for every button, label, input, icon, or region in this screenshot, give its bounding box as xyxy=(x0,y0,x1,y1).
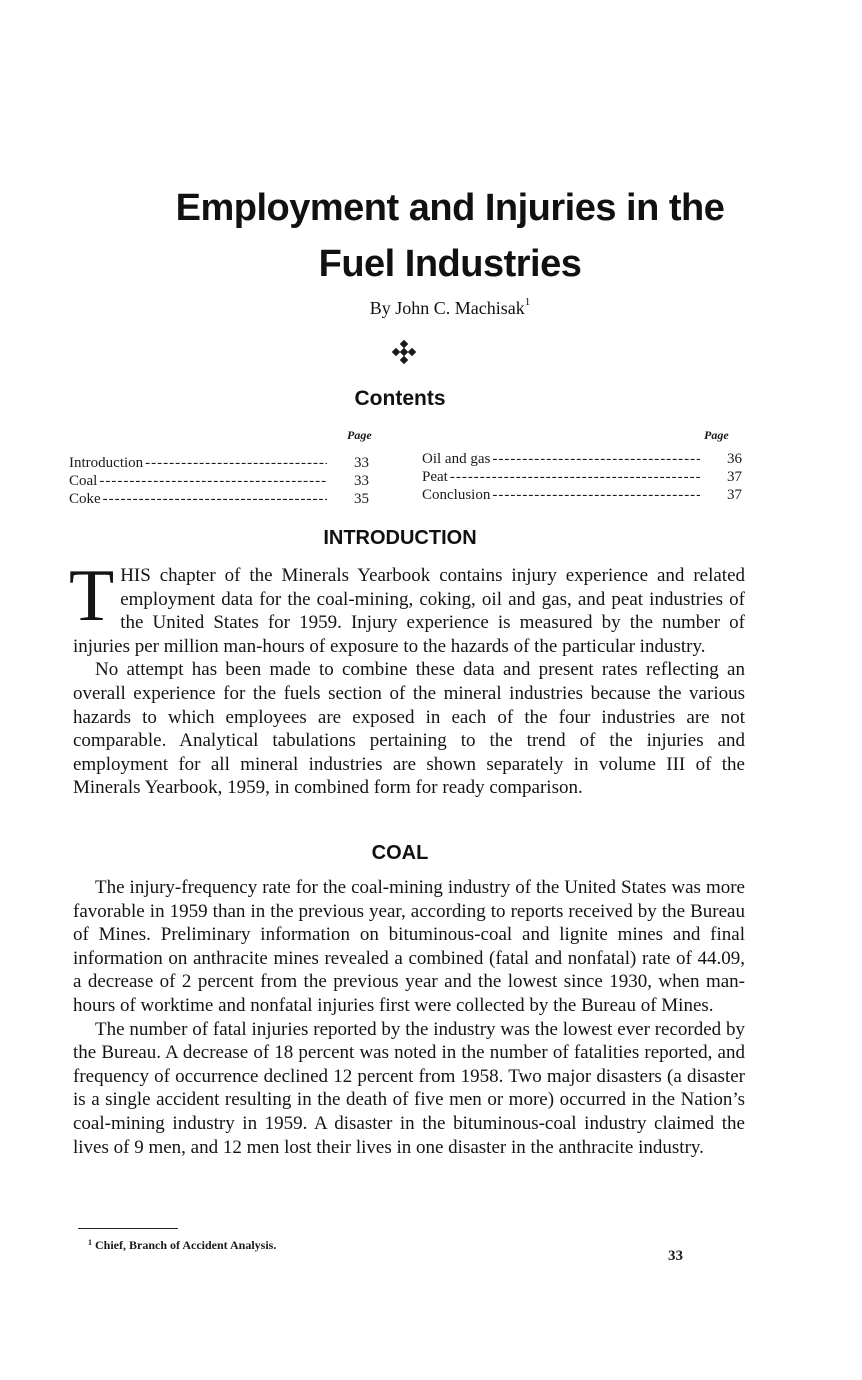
toc-entry-conclusion[interactable]: Conclusion ----- 37 xyxy=(422,486,742,504)
footnote-mark: 1 xyxy=(88,1238,92,1247)
page-title xyxy=(100,180,800,292)
author-footnote-mark: 1 xyxy=(524,296,531,308)
toc-page-label: Page xyxy=(704,428,729,442)
footnote-rule xyxy=(78,1228,178,1229)
title-line-1: Employment and Injuries in the xyxy=(175,187,725,229)
toc-entry-introduction[interactable]: Introduction ----- 33 xyxy=(69,454,369,472)
introduction-body xyxy=(69,555,745,800)
ornament-icon xyxy=(392,340,416,364)
title-line-2: Fuel Industries xyxy=(318,243,582,285)
page-number: 33 xyxy=(668,1248,683,1264)
contents-heading: Contents xyxy=(354,387,446,410)
author-name: By John C. Machisak xyxy=(369,298,525,318)
drop-cap: T xyxy=(69,555,115,637)
author-byline xyxy=(100,298,800,319)
coal-body xyxy=(73,876,745,1159)
toc-entry-coke[interactable]: Coke ----- 35 xyxy=(69,490,369,508)
coal-paragraph-1: The injury-frequency rate for the coal-mining industry of the United States was more favorable in 1959 than in the previous year, according to reports received by the Bureau of Mines. Preliminary information on bituminous-coal and lignite mines and final information on anthracite mines revealed a combined (fatal and nonfatal) rate of 44.09, a decrease of 2 percent from the previous year and the lowest since 1930, when man-hours of worktime and nonfatal injuries first were collected by the Bureau of Mines. xyxy=(73,877,745,1016)
toc-entry-peat[interactable]: Peat ----- 37 xyxy=(422,468,742,486)
toc-entry-oil-and-gas[interactable]: Oil and gas ----- 36 xyxy=(422,450,742,468)
introduction-heading: INTRODUCTION xyxy=(323,527,477,549)
toc-page-label: Page xyxy=(347,428,372,442)
introduction-paragraph-1: THIS chapter of the Minerals Yearbook contains injury experience and related employment data for the coal-mining, coking, oil and gas, and peat industries of the United States for 1959. Injury experience is measured by the number of injuries per million man-hours of exposure to the hazards of the particular industry. xyxy=(69,555,745,657)
footnote-text: Chief, Branch of Accident Analysis. xyxy=(95,1238,277,1252)
toc-entry-coal[interactable]: Coal ----- 33 xyxy=(69,472,369,490)
coal-paragraph-2: The number of fatal injuries reported by the industry was the lowest ever recorded by the Bureau. A decrease of 18 percent was noted in the number of fatalities reported, and frequency of occurrence declined 12 percent from 1958. Two major disasters (a disaster is a single accident resulting in the death of five men or more) occurred in the Nation’s coal-mining industry in 1959. A disaster in the bituminous-coal industry claimed the lives of 9 men, and 12 men lost their lives in one disaster in the anthracite industry. xyxy=(73,1018,745,1158)
coal-heading: COAL xyxy=(371,842,429,864)
footnote xyxy=(88,1238,276,1253)
introduction-paragraph-2: No attempt has been made to combine these data and present rates reflecting an overall experience for the fuels section of the mineral industries because the various hazards to which employees are exposed in each of the four industries are not comparable. Analytical tabulations pertaining to the trend of the injuries and employment for all mineral industries are shown separately in volume III of the Minerals Yearbook, 1959, in combined form for ready comparison. xyxy=(73,659,745,799)
